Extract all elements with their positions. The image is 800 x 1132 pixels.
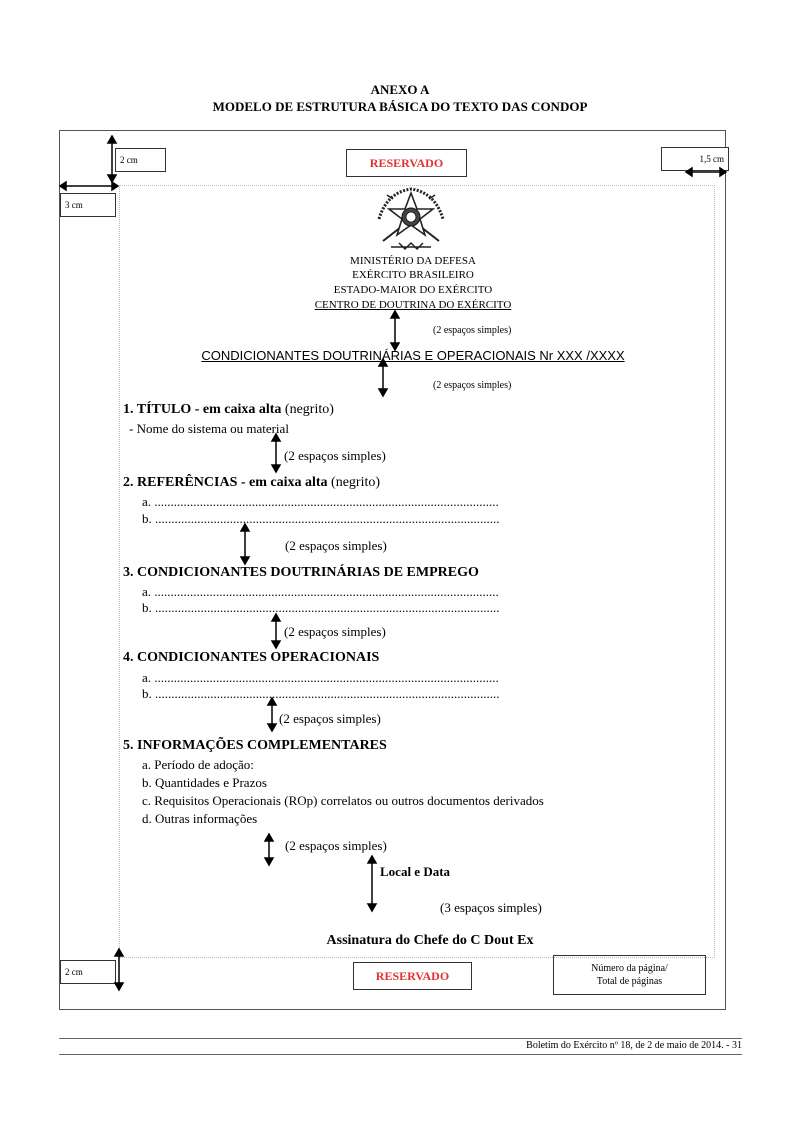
section-3-item-a: a. .......................................................................................................... xyxy=(142,584,499,599)
section-1-item: - Nome do sistema ou material xyxy=(129,421,289,436)
spacing-note: (2 espaços simples) xyxy=(433,325,512,336)
spacing-note: (2 espaços simples) xyxy=(285,838,387,853)
section-4-item-a: a. .......................................................................................................... xyxy=(142,670,499,685)
classification-bottom: RESERVADO xyxy=(353,962,472,990)
document-title: CONDICIONANTES DOUTRINÁRIAS E OPERACIONAIS Nr XXX /XXXX xyxy=(201,348,625,363)
spacing-note: (2 espaços simples) xyxy=(284,448,386,463)
spacing-note: (2 espaços simples) xyxy=(433,380,512,391)
section-3-heading: 3. CONDICIONANTES DOUTRINÁRIAS DE EMPREGO xyxy=(123,565,479,580)
annex-title: MODELO DE ESTRUTURA BÁSICA DO TEXTO DAS CONDOP xyxy=(212,99,588,114)
left-margin-label: 3 cm xyxy=(60,193,116,217)
section-2-heading: 2. REFERÊNCIAS - em caixa alta (negrito) xyxy=(123,475,381,490)
org-general-staff: ESTADO-MAIOR DO EXÉRCITO xyxy=(333,284,493,296)
org-doctrine-center: CENTRO DE DOUTRINA DO EXÉRCITO xyxy=(314,299,512,311)
spacing-note: (2 espaços simples) xyxy=(285,538,387,553)
bottom-margin-label: 2 cm xyxy=(60,960,116,984)
footer-text: Boletim do Exército nº 18, de 2 de maio de 2014. - 31 xyxy=(526,1040,742,1051)
spacing-note: (2 espaços simples) xyxy=(284,624,386,639)
footer-rule-top xyxy=(59,1038,742,1039)
section-5-item-c: c. Requisitos Operacionais (ROp) correlatos ou outros documentos derivados xyxy=(142,793,544,808)
spacing-note: (2 espaços simples) xyxy=(279,711,381,726)
section-5-item-a: a. Período de adoção: xyxy=(142,757,254,772)
classification-top: RESERVADO xyxy=(346,149,467,177)
page-number-line-1: Número da página/ xyxy=(591,963,668,974)
signature-line: Assinatura do Chefe do C Dout Ex xyxy=(326,933,534,948)
page-number-line-2: Total de páginas xyxy=(596,976,663,987)
page-number-box xyxy=(553,955,706,995)
annex-label: ANEXO A xyxy=(370,82,430,97)
section-2-item-a: a. .......................................................................................................... xyxy=(142,494,499,509)
section-2-item-b: b. .......................................................................................................... xyxy=(142,511,500,526)
section-1-heading: 1. TÍTULO - em caixa alta (negrito) xyxy=(123,402,334,417)
local-and-date: Local e Data xyxy=(380,864,451,879)
spacing-note: (3 espaços simples) xyxy=(440,900,542,915)
right-margin-label: 1,5 cm xyxy=(661,147,729,171)
top-margin-label: 2 cm xyxy=(115,148,166,172)
section-5-heading: 5. INFORMAÇÕES COMPLEMENTARES xyxy=(123,738,387,753)
section-3-item-b: b. .......................................................................................................... xyxy=(142,600,500,615)
section-4-item-b: b. .......................................................................................................... xyxy=(142,686,500,701)
section-4-heading: 4. CONDICIONANTES OPERACIONAIS xyxy=(123,650,380,665)
org-army: EXÉRCITO BRASILEIRO xyxy=(352,269,474,281)
org-ministry: MINISTÉRIO DA DEFESA xyxy=(350,255,476,267)
footer-rule-bottom xyxy=(59,1054,742,1055)
section-5-item-b: b. Quantidades e Prazos xyxy=(142,775,267,790)
section-5-item-d: d. Outras informações xyxy=(142,811,258,826)
